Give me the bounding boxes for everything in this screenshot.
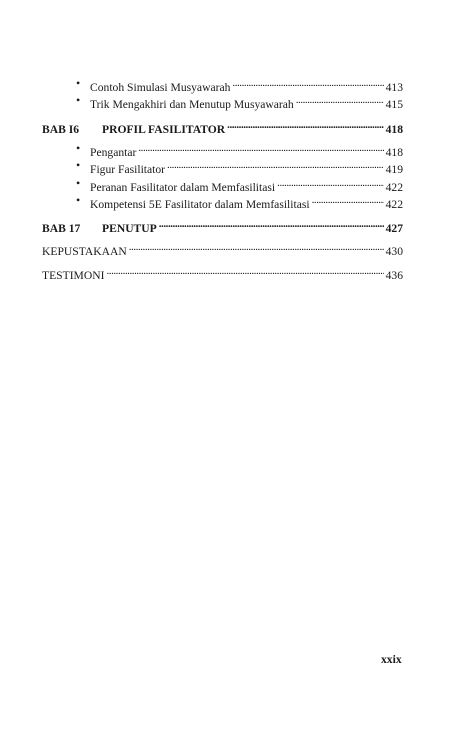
toc-entry[interactable] — [90, 92, 403, 111]
toc-chapter-entry[interactable] — [42, 216, 403, 235]
toc-entry[interactable] — [42, 239, 403, 258]
toc-entry-title: KEPUSTAKAAN — [42, 245, 127, 258]
dot-leader — [129, 239, 384, 255]
toc-entry-page: 418 — [385, 146, 403, 159]
toc-entry-page: 413 — [385, 81, 403, 94]
toc-chapter-number: BAB 17 — [42, 222, 81, 235]
toc-entry-page: 419 — [385, 163, 403, 176]
toc-entry-title: • Kompetensi 5E Fasilitator dalam Memfasilitasi — [90, 198, 310, 211]
toc-entry[interactable] — [90, 192, 403, 211]
dot-leader — [159, 216, 384, 232]
dot-leader — [167, 157, 384, 173]
toc-entry-page: 427 — [385, 222, 403, 235]
toc-entry-page: 415 — [385, 98, 403, 111]
toc-entry[interactable] — [90, 157, 403, 176]
dot-leader — [232, 75, 383, 91]
toc-entry-title: TESTIMONI — [42, 269, 105, 282]
dot-leader — [106, 263, 383, 279]
toc-entry-page: 422 — [385, 198, 403, 211]
dot-leader — [312, 192, 384, 208]
toc-entry[interactable] — [90, 140, 403, 159]
toc-entry-title: • Trik Mengakhiri dan Menutup Musyawarah — [90, 98, 294, 111]
toc-entry-title: PENUTUP — [102, 222, 157, 235]
toc-entry[interactable] — [90, 175, 403, 194]
toc-chapter-entry[interactable] — [42, 117, 403, 136]
toc-entry-page: 422 — [385, 181, 403, 194]
toc-entry-page: 418 — [385, 123, 403, 136]
toc-entry[interactable] — [90, 75, 403, 94]
dot-leader — [296, 92, 384, 108]
toc-entry-title: • Peranan Fasilitator dalam Memfasilitasi — [90, 181, 276, 194]
toc-entry-page: 430 — [385, 245, 403, 258]
toc-entry-page: 436 — [385, 269, 403, 282]
toc-entry-title: • Pengantar — [90, 146, 137, 159]
dot-leader — [277, 175, 383, 191]
dot-leader — [138, 140, 383, 156]
toc-entry-title: PROFIL FASILITATOR — [102, 123, 226, 136]
toc-entry[interactable] — [42, 263, 403, 282]
toc-chapter-number: BAB I6 — [42, 123, 80, 136]
page-number: xxix — [381, 653, 402, 666]
toc-entry-title: • Figur Fasilitator — [90, 163, 166, 176]
dot-leader — [227, 117, 383, 133]
toc-entry-title: • Contoh Simulasi Musyawarah — [90, 81, 231, 94]
